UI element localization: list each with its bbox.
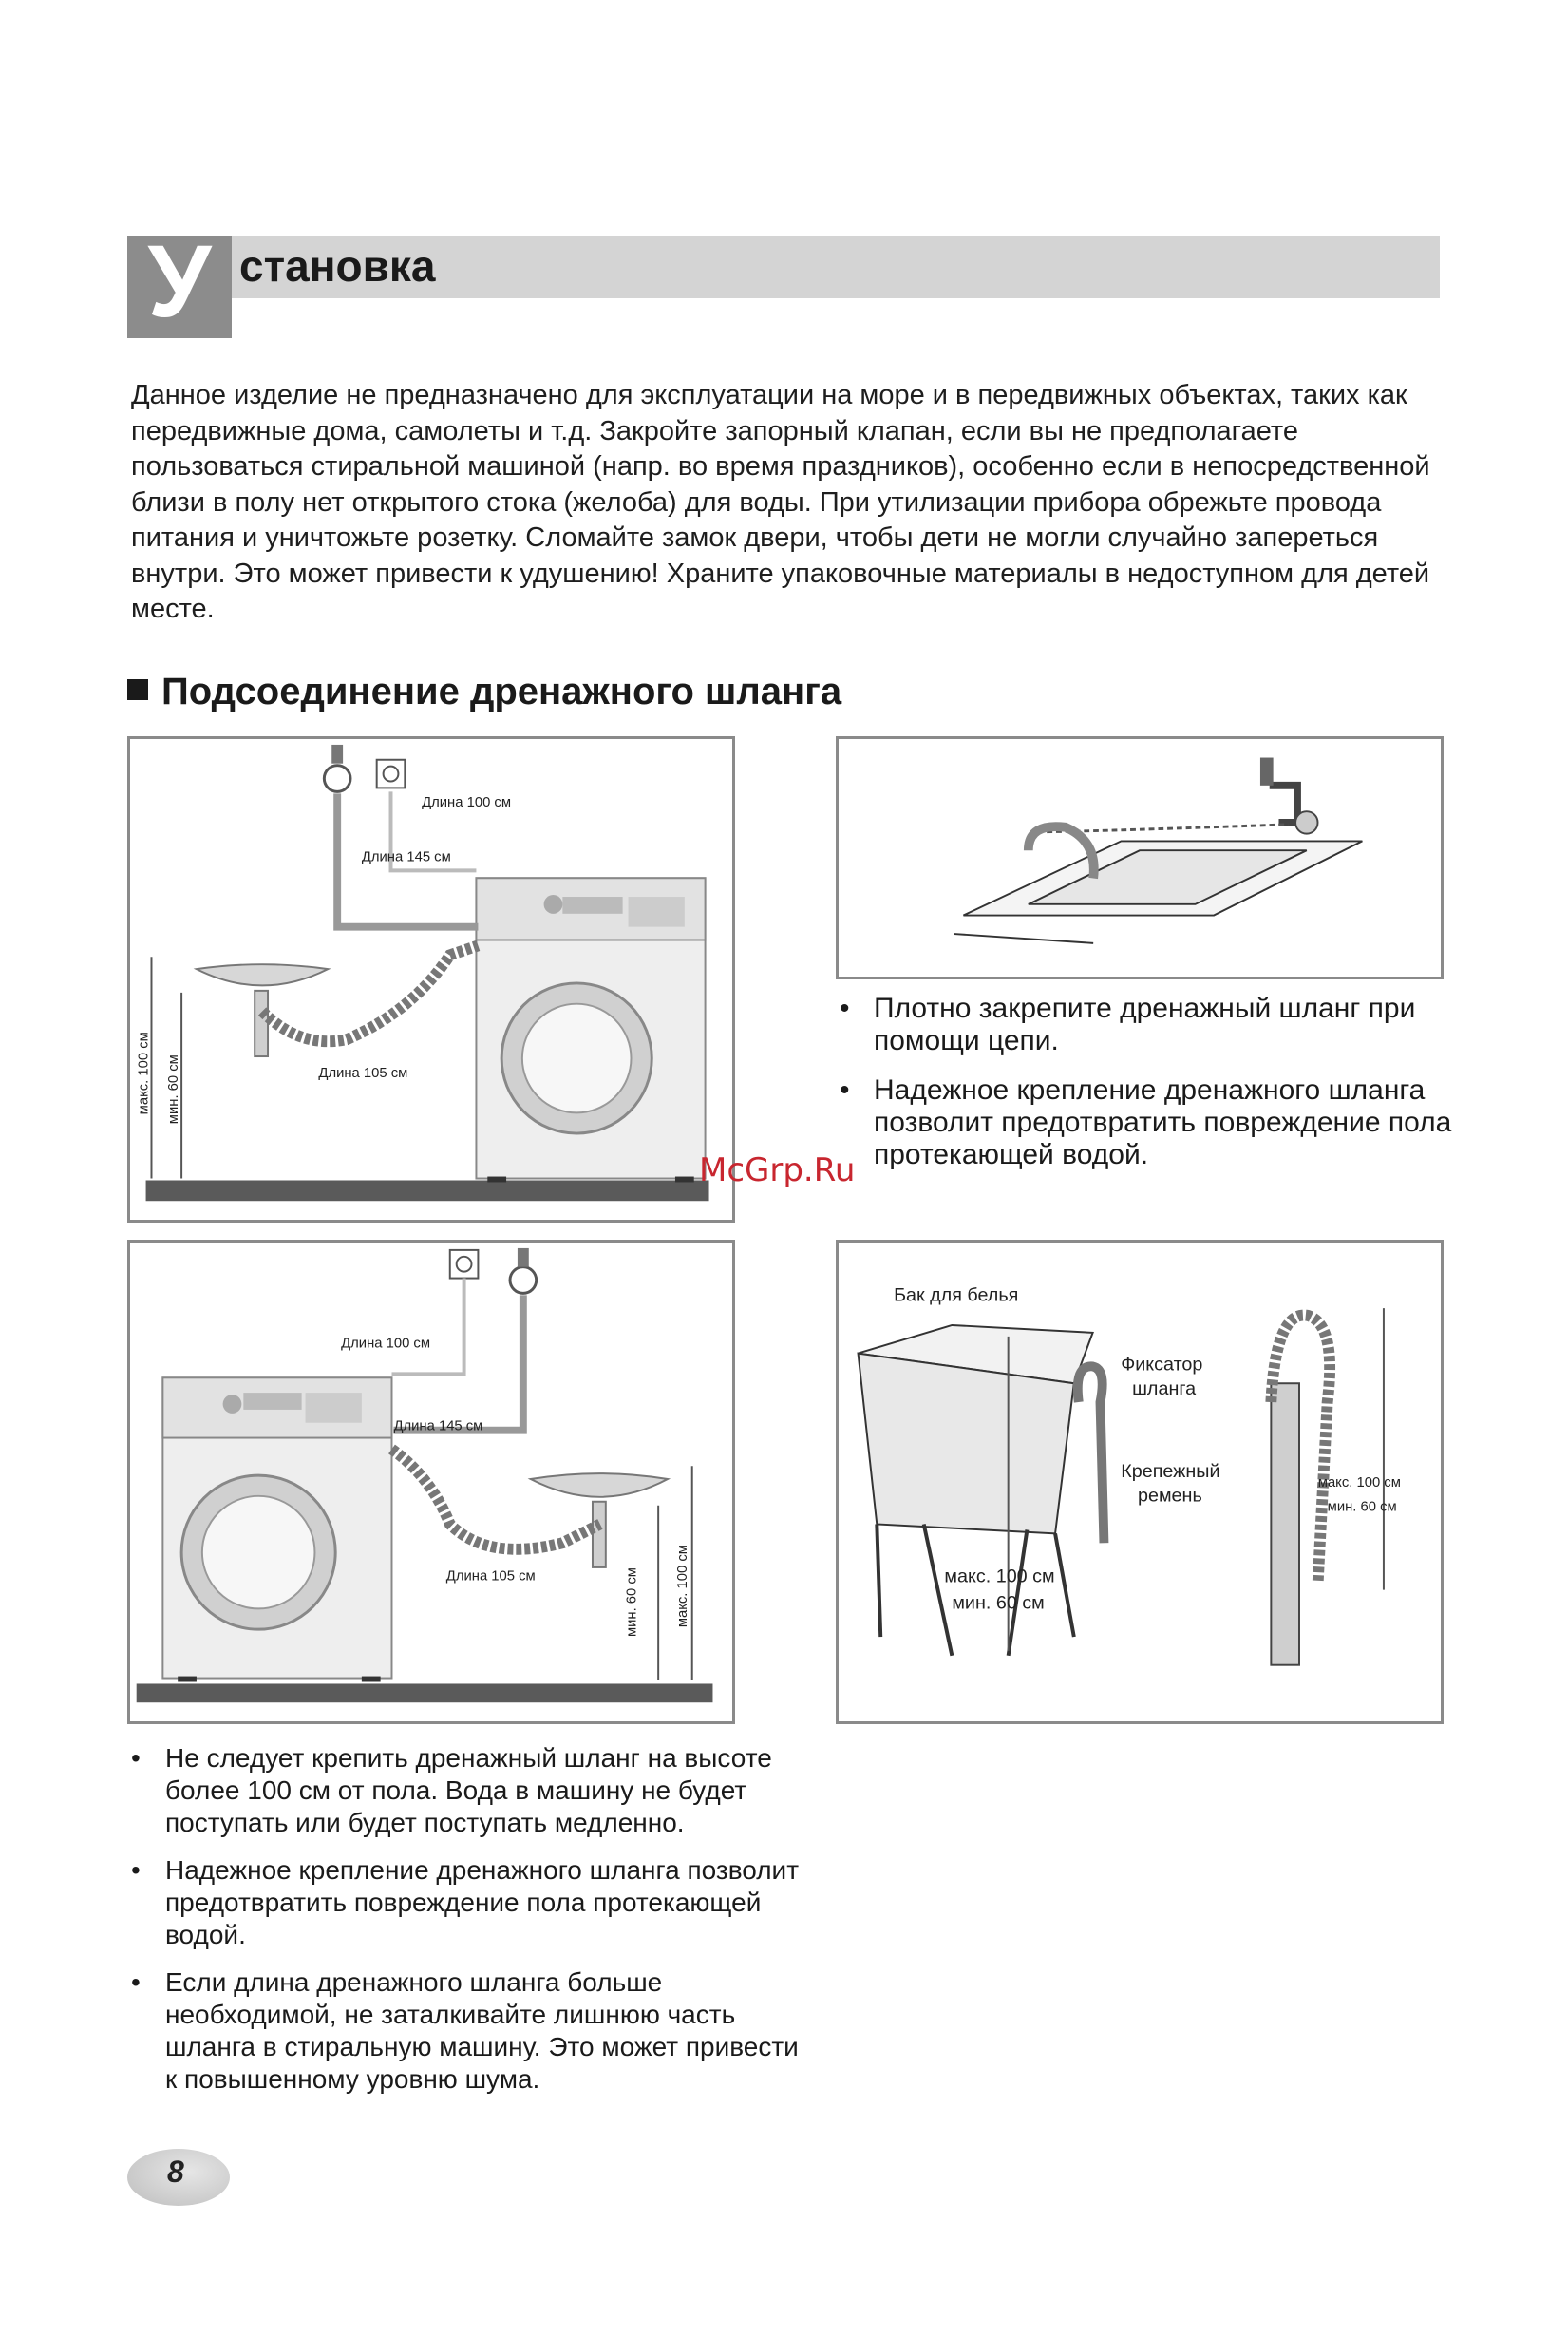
tap-and-socket xyxy=(324,745,405,791)
watermark: McGrp.Ru xyxy=(699,1151,856,1189)
figure2-illustration xyxy=(839,739,1441,977)
figure1-illustration xyxy=(130,739,732,1220)
label-fixator-1: Фиксатор xyxy=(1121,1354,1203,1376)
left-bullet-list xyxy=(131,1742,815,2111)
label-length-145: Длина 145 см xyxy=(393,1418,483,1434)
washing-machine xyxy=(476,878,705,1182)
list-item: • Не следует крепить дренажный шланг на высоте более 100 см от пола. Вода в машину не будет поступать или будет поступать медленно. xyxy=(131,1742,815,1839)
sink xyxy=(531,1473,668,1567)
label-laundry-tub: Бак для белья xyxy=(894,1284,1019,1306)
drain-hose xyxy=(262,945,478,1041)
label-length-105: Длина 105 см xyxy=(318,1065,408,1081)
header-letter: У xyxy=(147,223,212,338)
intro-paragraph: Данное изделие не предназначено для эксплуатации на море и в передвижных объектах, таких как передвижные дома, самолеты и т.д. Закройте запорный клапан, если вы не предполагаете пользоваться стиральной машиной (напр. во время праздников), особенно если в непосредственной близи в полу нет открытого стока (желоба) для воды. При утилизации прибора обрежьте провода питания и уничтожьте розетку. Сломайте замок двери, чтобы дети не могли случайно запереться внутри. Это может привести к удушению! Храните упаковочные материалы в недоступном для детей месте. xyxy=(131,380,1430,624)
section-heading xyxy=(127,667,841,716)
figure-laundry-tub xyxy=(836,1240,1444,1724)
label-strap-1: Крепежный xyxy=(1121,1461,1220,1483)
list-item: • Плотно закрепите дренажный шланг при помощи цепи. xyxy=(840,993,1457,1057)
label-length-145: Длина 145 см xyxy=(361,849,451,865)
label-tub-max-100: макс. 100 см xyxy=(944,1566,1055,1587)
tub-drain-hose xyxy=(1078,1366,1105,1543)
label-pipe-max-100: макс. 100 см xyxy=(1317,1474,1401,1490)
kitchen-sink xyxy=(954,841,1363,942)
faucet xyxy=(1260,758,1318,834)
label-length-105: Длина 105 см xyxy=(445,1568,536,1585)
inlet-hose xyxy=(393,1295,522,1430)
list-item: • Надежное крепление дренажного шланга позволит предотвратить повреждение пола протекающей водой. xyxy=(131,1854,815,1951)
drain-hose xyxy=(391,1449,599,1548)
figure3-illustration xyxy=(130,1243,732,1721)
label-tub-min-60: мин. 60 см xyxy=(952,1592,1045,1614)
floor xyxy=(137,1683,713,1702)
right-bullet-list xyxy=(840,993,1457,1188)
label-pipe-min-60: мин. 60 см xyxy=(1327,1499,1397,1515)
section-title-text: Подсоединение дренажного шланга xyxy=(161,671,842,712)
floor xyxy=(146,1180,709,1201)
figure-drain-sink-right xyxy=(127,1240,735,1724)
figure-sink-chain xyxy=(836,736,1444,979)
label-length-100: Длина 100 см xyxy=(422,795,512,811)
list-item: • Надежное крепление дренажного шланга позволит предотвратить повреждение пола протекающей водой. xyxy=(840,1074,1457,1171)
label-min-60: мин. 60 см xyxy=(624,1566,640,1638)
label-strap-2: ремень xyxy=(1138,1485,1202,1507)
label-length-100: Длина 100 см xyxy=(341,1336,431,1352)
page-number: 8 xyxy=(167,2155,184,2189)
list-item: • Если длина дренажного шланга больше необходимой, не заталкивайте лишнюю часть шланга в стиральную машину. Это может привести к повышенному уровню шума. xyxy=(131,1966,815,2096)
figure4-illustration xyxy=(839,1243,1441,1721)
label-min-60: мин. 60 см xyxy=(166,1054,182,1125)
label-max-100: макс. 100 см xyxy=(674,1545,690,1628)
label-max-100: макс. 100 см xyxy=(136,1032,152,1115)
section-bullet-square xyxy=(127,679,148,700)
page-title: становка xyxy=(239,241,436,291)
power-cord xyxy=(391,1279,463,1375)
washing-machine xyxy=(162,1377,391,1681)
figure-drain-sink-left xyxy=(127,736,735,1223)
label-fixator-2: шланга xyxy=(1132,1378,1197,1400)
